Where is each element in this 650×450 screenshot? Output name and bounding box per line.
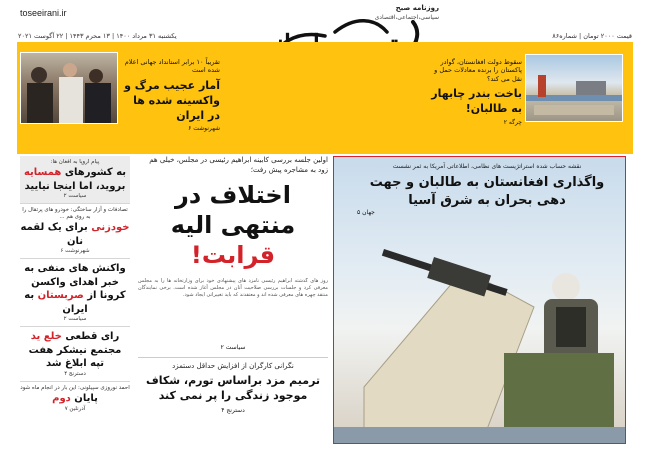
hospital-photo: [20, 52, 118, 124]
band-right-headline[interactable]: باخت بندر چابهار به طالبان!: [431, 87, 522, 116]
masthead-subtitle: سیاسی،اجتماعی،اقتصادی: [374, 14, 439, 21]
list-item-headline: واکنش های منفی به خبر اهدای واکسن کرونا از صربستان به ایران: [24, 263, 126, 315]
band-left-story: [120, 58, 220, 132]
list-item[interactable]: [20, 259, 130, 327]
price-issue: قیمت ۲۰۰۰ تومان | شماره۸۶: [552, 32, 632, 40]
list-item[interactable]: [20, 327, 130, 382]
paper-label: روزنامه صبح: [395, 4, 439, 12]
list-item-ref: سیاست ۲: [63, 193, 87, 200]
band-left-headline[interactable]: آمار عجیب مرگ و واکسینه شده ها در ایران: [124, 78, 220, 122]
band-left-ref: شهرنوشت ۶: [188, 125, 220, 133]
list-item-headline: پایان دوم: [52, 393, 98, 405]
issue-date: یکشنبه ۳۱ مرداد ۱۴۰۰ | ۱۳ محرم ۱۴۴۳ | ۲۲ آگوست ۲۰۲۱: [18, 32, 177, 40]
list-item-ref: سیاست ۲: [63, 316, 87, 323]
band-right-ref: چرگه ۲: [503, 119, 522, 126]
photo-ref: جهان ۵: [357, 209, 375, 217]
lead-ref: سیاست ۲: [220, 343, 246, 351]
port-photo: [525, 54, 623, 122]
list-item-kicker: احمد نوروزی سپیلونی: این بار در انجام ماه شود: [20, 384, 130, 391]
lead-kicker: اولین جلسه بررسی کابینه ابراهیم رئیسی در مجلس، خیلی هم زود به مشاجره پیش رفت؛: [149, 156, 328, 174]
list-item[interactable]: [20, 382, 130, 416]
lead-headline[interactable]: اختلاف در منتهی الیه قرابت!: [170, 180, 296, 269]
left-column: [20, 156, 130, 442]
second-ref: دسترنج ۴: [221, 407, 245, 415]
band-right-story: [430, 58, 522, 126]
list-item-kicker: تصادفات و آزار ساختگی: خودرو های پرتقال را به روی هم ...: [22, 207, 128, 221]
list-item-ref: آدرنلین ۷: [64, 405, 86, 412]
list-item-kicker: پیام اروپا به افغان ها:: [50, 159, 100, 165]
middle-column: [138, 156, 328, 442]
main-photo[interactable]: [333, 156, 626, 444]
list-item-ref: دسترنج ۴: [64, 370, 86, 377]
list-item-headline: رای قطعی خلع ید مجتمع نیشکر هفت تپه ابلاغ شد: [28, 331, 122, 370]
band-left-kicker: تقریباً ۱۰ برابر استانداد جهانی اعلام شده است: [124, 58, 220, 75]
list-item-ref: شهرنوشت ۶: [60, 248, 90, 255]
second-kicker: نگرانی کارگران از افزایش حداقل دستمزد: [172, 361, 294, 370]
site-url[interactable]: toseeirani.ir: [20, 8, 67, 18]
list-item-headline: خودزنی برای یک لقمه نان: [20, 222, 130, 247]
photo-caption: [357, 163, 617, 216]
second-headline[interactable]: ترمیم مزد براساس تورم، شکاف موجود زندگی را پر نمی کند: [145, 374, 321, 403]
list-item[interactable]: [20, 204, 130, 259]
lead-body: روز های گذشته ابراهیم رئیسی نامزد های پیشنهادی خود برای وزارتخانه ها را به مجلس معرفی کرد و جلسات بررسی صلاحیت آنان در مجلس آغاز شده است. برخی نمایندگان منتقد چهره های معرفی شده اند و معتقدند که باید تغییراتی ایجاد شود.: [138, 277, 328, 299]
photo-headline[interactable]: واگذاری افغانستان به طالبان و جهت دهی بحران به شرق آسیا: [369, 175, 605, 208]
photo-kicker: نقشه حساب شده استراتژیست های نظامی، اطلاعاتی آمریکا به ثمر نشست: [392, 163, 582, 170]
list-item-headline: به کشورهای همسایه بروید، اما اینجا نیایید: [23, 167, 127, 192]
band-right-kicker: سقوط دولت افغانستان، گوادر پاکستان را برنده معادلات حمل و نقل می کند؟: [434, 58, 522, 83]
list-item[interactable]: [20, 156, 130, 204]
